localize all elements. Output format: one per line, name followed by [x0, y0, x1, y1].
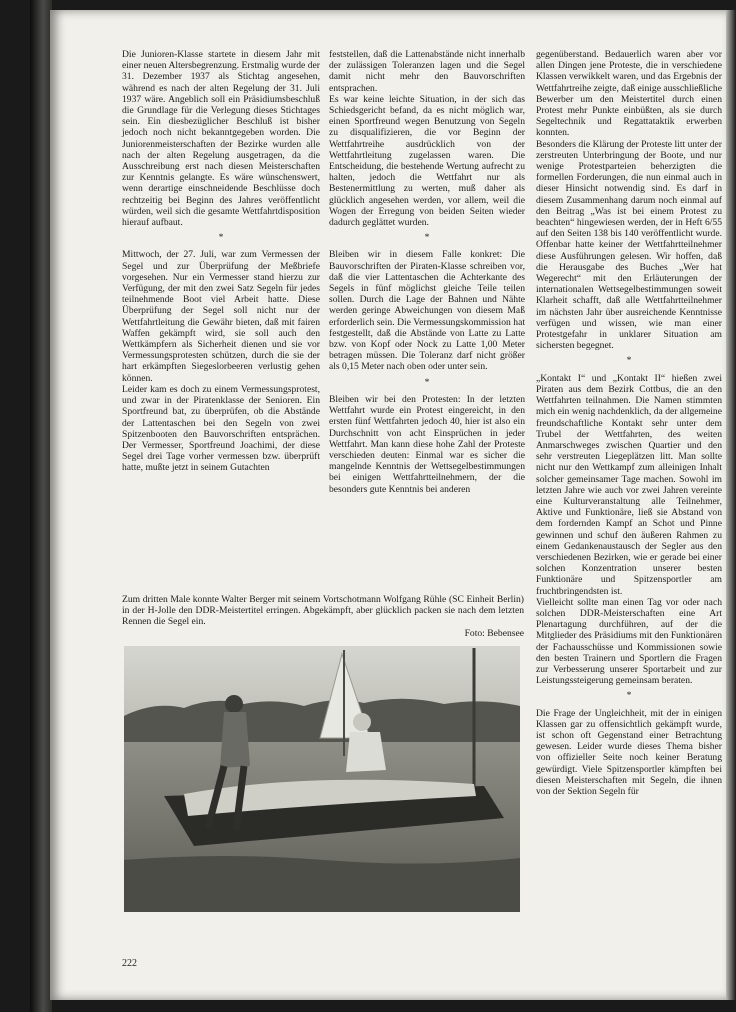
sailor-head-right	[353, 713, 371, 731]
paragraph: Bleiben wir in diesem Falle konkret: Die Bauvorschriften der Piraten-Klasse schreiben vor, daß die vier Lattentaschen die Achterkante des Segels in fünf möglichst gleiche Teile teilen sollen. Durch die Lage der Bahnen und Nähte werden geringe Abweichungen von diesem Maß erforderlich sein. Die Vermessungskommission hat festgestellt, daß die Abstände von Latte zu Latte bzw. von Kopf oder Nock zu Latte 1,00 Meter betragen müssen. Die Toleranz darf nicht größer als 0,15 Meter nach oben oder unter sein.	[329, 249, 525, 373]
paragraph: Besonders die Klärung der Proteste litt unter der zerstreuten Unterbringung der Boote, und nur wenige Protestparteien beherzigten die formellen Forderungen, die nun einmal auch in dieser Hinsicht notwendig sind. Es darf in diesem Zusammenhang darum noch einmal auf den Beitrag „Was ist bei einem Protest zu beachten“ hingewiesen werden, der in Heft 6/55 auf den Seiten 138 bis 140 veröffentlicht wurde. Offenbar hatte keiner der Wettfahrtteilnehmer diese Ausführungen gelesen. Wir hoffen, daß die Herausgabe des Buches „Wer hat Wegerecht“ mit den Erläuterungen der internationalen Wettsegelbestimmungen soweit Klarheit schafft, daß alle Wettfahrtteilnehmer im nächsten Jahr über ausreichende Kenntnisse verfügen und wissen, wie man einer Protestgefahr in unklarer Situation am sichersten begegnet.	[536, 138, 722, 352]
paragraph: gegenüberstand. Bedauerlich waren aber vor allen Dingen jene Proteste, die in verschiedene Klassen verwikkelt waren, und das Ergebnis der Wettfahrtreihe zeigte, daß einige ausschließliche Bewerber um den Meistertitel durch einen Protest mehr Punkte einbüßten, als sie durch Segeltechnik und Regattataktik erwerben konnten.	[536, 49, 722, 139]
sailor-body-right	[346, 732, 386, 772]
photo-caption	[122, 594, 524, 639]
section-separator: *	[424, 376, 430, 388]
paragraph: Mittwoch, der 27. Juli, war zum Vermessen der Segel und zur Überprüfung der Meßbriefe vorgesehen. Nur ein Vermesser stand hierzu zur Verfügung, der mit den zwei Satz Segeln für jedes teilnehmende Boot viel Arbeit hatte. Diese Überprüfung der Segel soll nicht nur der Wettfahrtleitung die Gewähr bieten, daß mit fairen Waffen gekämpft wird, sie soll auch den Wettkämpfern als Sicherheit dienen und sie vor Vermessungsprotesten schützen, durch die sie der hart erkämpften Siegeslorbeeren verlustig gehen können.	[122, 249, 320, 384]
section-separator: *	[626, 690, 632, 702]
paragraph: Es war keine leichte Situation, in der sich das Schiedsgericht befand, da es nicht möglich war, einen Sportfreund wegen Benutzung von Segeln zu disqualifizieren, die vor Beginn der Wettfahrtreihe ausdrücklich von der Wettfahrtleitung zugelassen waren. Die Entscheidung, die bestehende Wertung aufrecht zu halten, jedoch die Wettfahrt nur als Bestenermittlung zu werten, muß daher als glücklich angesehen werden, vor allem, weil die Wogen der Erregung von beiden Seiten wieder dadurch geglättet wurden.	[329, 93, 525, 229]
photo-illustration	[124, 646, 520, 912]
page-edge	[726, 10, 736, 1000]
paragraph: Die Junioren-Klasse startete in diesem Jahr mit einer neuen Altersbegrenzung. Erstmalig wurde der 31. Dezember 1937 als Stichtag angesehen, während es nach der alten Regelung der 31. Juli 1937 wäre. Angeblich soll ein Präsidiumsbeschluß die Grundlage für die Verlegung dieses Stichtages sein. Ein diesbezüglicher Beschluß ist bisher jedoch noch nicht bekanntgegeben worden. Die Juniorenmeisterschaften der Bezirke wurden alle nach der alten Regelung ausgetragen, da die Ausschreibung erst nach diesen Meisterschaften zur Kenntnis gelangte. Es wäre wünschenswert, wenn derartige einschneidende Beschlüsse doch rechtzeitig bei Beginn des Jahres veröffentlicht würden, weil sich die gesamte Wettfahrtdisposition hierauf aufbaut.	[122, 49, 320, 229]
sailing-photo	[124, 646, 520, 912]
paragraph: Bleiben wir bei den Protesten: In der letzten Wettfahrt wurde ein Protest eingereicht, in den ersten fünf Wettfahrten jedoch 40, hier ist also ein Durchschnitt von acht Einsprüchen in jeder Wettfahrt. Man kann diese hohe Zahl der Proteste verschieden deuten: Einmal war es sicher die mangelnde Kenntnis der Wettsegelbestimmungen bei einigen Wettfahrtteilnehmern, der die besonders gute Kenntnis bei anderen	[329, 393, 525, 495]
photo-credit: Foto: Bebensee	[464, 627, 524, 639]
paragraph: feststellen, daß die Lattenabstände nicht innerhalb der zulässigen Toleranzen lagen und die Segel damit nicht mehr den Bauvorschriften entsprachen.	[329, 49, 525, 94]
sailor-head-left	[225, 695, 243, 713]
paragraph: Vielleicht sollte man einen Tag vor oder nach solchen DDR-Meisterschaften eine Art Plenartagung durchführen, auf der die Mitglieder des Präsidiums mit den Funktionären der Fachausschüsse und Kommissionen sowie den besten Trainern und Sportlern die Fragen zur Verbesserung unserer Sportarbeit und zur Leistungssteigerung gemeinsam beraten.	[536, 596, 722, 687]
section-separator: *	[626, 355, 632, 367]
water-reflection	[124, 856, 520, 912]
caption-text: Zum dritten Male konnte Walter Berger mit seinem Vortschotmann Wolfgang Rühle (SC Einheit Berlin) in der H-Jolle den DDR-Meistertitel erringen. Abgekämpft, aber glücklich packen sie nach dem letzten Rennen die Segel ein.	[122, 594, 524, 628]
book-spine	[30, 0, 52, 1012]
paragraph: Die Frage der Ungleichheit, mit der in einigen Klassen gar zu offensichtlich gekämpft wurde, ist schon oft Gegenstand einer Betrachtung gewesen. Leider wurde dieses Thema bisher von offizieller Seite noch keiner Beratung gewürdigt. Viele Spitzensportler kämpften bei diesen Meisterschaften mit Segeln, die ihnen von der Sektion Segeln für	[536, 707, 722, 797]
paragraph: Leider kam es doch zu einem Vermessungsprotest, und zwar in der Piratenklasse der Senioren. Ein Sportfreund bat, zu überprüfen, ob die Abstände der Lattentaschen bei den Segeln von zwei Spitzenbooten den Bauvorschriften entsprächen. Der Vermesser, Sportfreund Joachimi, der diese Segel drei Tage vorher vermessen bzw. überprüft hatte, mußte jetzt in seinem Gutachten	[122, 383, 320, 474]
section-separator: *	[218, 232, 224, 244]
text-column-3	[536, 49, 722, 797]
text-column-2	[329, 49, 525, 495]
paragraph: „Kontakt I“ und „Kontakt II“ hießen zwei Piraten aus dem Bezirk Cottbus, die an den Wettfahrten teilnahmen. Die Namen stimmten mich ein wenig nachdenklich, da der allgemeine freundschaftliche Kontakt sehr unter dem Trubel der Wettfahrten, des weiten Anmarschweges zwischen Quartier und den sehr verstreuten Liegeplätzen litt. Man sollte nicht nur den Wettkampf zum alleinigen Inhalt solcher gemeinsamer Tage machen. Sowohl im letzten Jahre wie auch vor zwei Jahren vereinte eine Kulturveranstaltung alle Teilnehmer, Aktive und Funktionäre, ließ sie Abstand von dem fordernden Kampf an Schot und Pinne gewinnen und schuf den äußeren Rahmen zu einem Gedankenaustausch der Segler aus den verschiedenen Bezirken, wie er gerade bei einer solchen Konzentration unserer besten Funktionäre und Spitzensportler am fruchtbringendsten ist.	[536, 372, 722, 597]
section-separator: *	[424, 232, 430, 244]
sailor-body-left	[220, 712, 250, 768]
page-number: 222	[122, 958, 137, 969]
text-column-1	[122, 49, 320, 474]
